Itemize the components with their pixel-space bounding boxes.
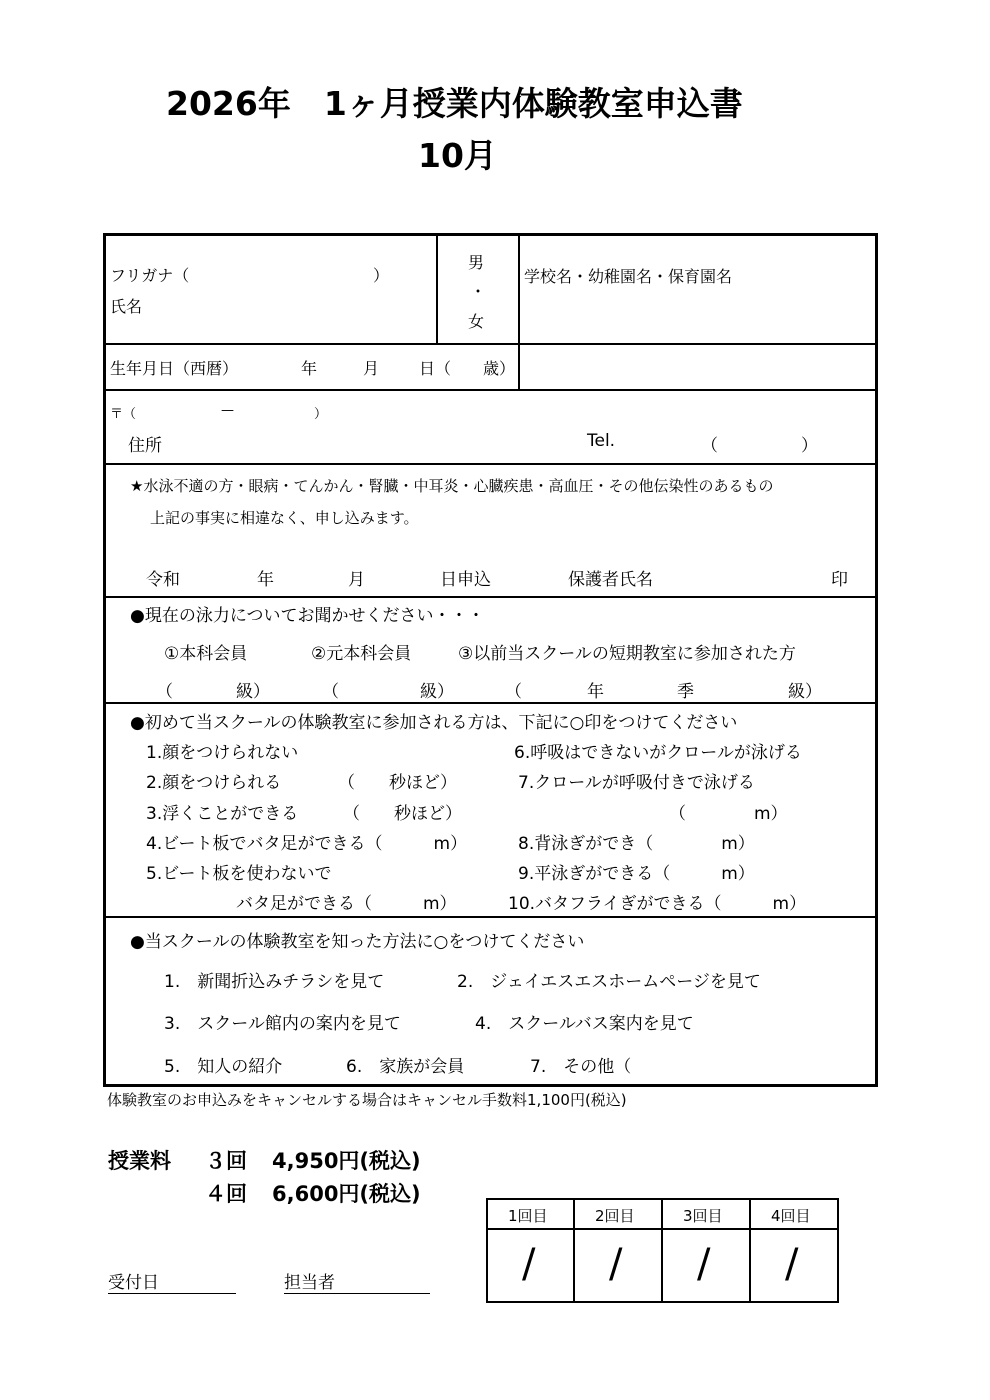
level-7-distance: （ m） — [669, 804, 788, 824]
postal-close: ） — [314, 407, 328, 422]
grade3-season: 季 — [677, 682, 694, 702]
gender-separator: ・ — [470, 282, 487, 301]
source-facility[interactable]: 3. スクール館内の案内を見て — [164, 1014, 401, 1034]
apply-month: 月 — [348, 570, 365, 590]
tel-open: （ — [701, 436, 718, 456]
furigana-close: ） — [373, 266, 390, 285]
form-month: 10月 — [418, 136, 497, 175]
level-3-seconds: （ 秒ほど） — [343, 804, 462, 824]
level-2-seconds: （ 秒ほど） — [338, 773, 457, 793]
guardian-label: 保護者氏名 — [568, 570, 653, 590]
level-9[interactable]: 9.平泳ぎができる（ m） — [518, 864, 755, 884]
gender-female[interactable]: 女 — [468, 312, 485, 331]
received-date-label: 受付日 — [108, 1273, 159, 1293]
first-time-heading: ●初めて当スクールの体験教室に参加される方は、下記に○印をつけてください — [130, 713, 738, 733]
level-3[interactable]: 3.浮くことができる — [146, 804, 299, 824]
birth-year: 年 — [301, 359, 318, 378]
source-other[interactable]: 7. その他（ — [530, 1057, 632, 1077]
address-label: 住所 — [128, 436, 162, 456]
confirm-statement: 上記の事実に相違なく、申し込みます。 — [150, 509, 419, 527]
fee-label: 授業料 — [108, 1149, 171, 1173]
grade1-open: （ — [156, 682, 173, 702]
gender-male[interactable]: 男 — [468, 253, 485, 272]
option-former-member[interactable]: ②元本科会員 — [311, 644, 412, 664]
source-heading: ●当スクールの体験教室を知った方法に○をつけてください — [130, 932, 585, 952]
level-6[interactable]: 6.呼吸はできないがクロールが泳げる — [514, 743, 802, 763]
visit-1-header: 1回目 — [508, 1207, 548, 1225]
visit-4-date[interactable]: / — [785, 1241, 799, 1287]
postal-dash: — — [221, 403, 234, 418]
visit-3-date[interactable]: / — [697, 1241, 711, 1287]
birth-age: 歳） — [483, 359, 516, 378]
level-10[interactable]: 10.バタフライぎができる（ m） — [508, 894, 807, 914]
fee-4-price: 6,600円(税込) — [272, 1182, 421, 1206]
level-2[interactable]: 2.顔をつけられる — [146, 773, 282, 793]
application-form — [103, 233, 878, 1087]
swim-ability-heading: ●現在の泳力についてお聞かせください・・・ — [130, 606, 485, 626]
level-1[interactable]: 1.顔をつけられない — [146, 743, 299, 763]
grade2-open: （ — [322, 682, 339, 702]
source-school-bus[interactable]: 4. スクールバス案内を見て — [475, 1014, 694, 1034]
grade3-open: （ — [505, 682, 522, 702]
option-current-member[interactable]: ①本科会員 — [164, 644, 248, 664]
received-date-field[interactable] — [108, 1268, 236, 1294]
level-4[interactable]: 4.ビート板でバタ足ができる（ m） — [146, 834, 468, 854]
fee-3-count: ３回 — [205, 1149, 247, 1173]
tel-close: ） — [801, 436, 818, 456]
visit-1-date[interactable]: / — [522, 1241, 536, 1287]
staff-field[interactable] — [284, 1268, 430, 1294]
cancel-note: 体験教室のお申込みをキャンセルする場合はキャンセル手数料1,100円(税込) — [107, 1091, 627, 1109]
birth-month: 月 — [363, 359, 380, 378]
fee-4-count: ４回 — [205, 1182, 247, 1206]
apply-year: 年 — [257, 570, 274, 590]
grade2-label: 級） — [420, 682, 454, 702]
level-5[interactable]: 5.ビート板を使わないで — [146, 864, 332, 884]
furigana-label: フリガナ（ — [110, 266, 190, 285]
birth-day: 日（ — [419, 359, 452, 378]
visit-2-header: 2回目 — [595, 1207, 635, 1225]
grade1-label: 級） — [236, 682, 270, 702]
grade3-label: 級） — [788, 682, 822, 702]
visit-2-date[interactable]: / — [609, 1241, 623, 1287]
era-label: 令和 — [146, 570, 180, 590]
source-friend[interactable]: 5. 知人の紹介 — [164, 1057, 283, 1077]
level-7[interactable]: 7.クロールが呼吸付きで泳げる — [518, 773, 755, 793]
form-title: 2026年 1ヶ月授業内体験教室申込書 — [166, 84, 743, 123]
health-warning: ★水泳不適の方・眼病・てんかん・腎臓・中耳炎・心臓疾患・高血圧・その他伝染性のあるもの — [130, 477, 774, 495]
school-label: 学校名・幼稚園名・保育園名 — [524, 267, 733, 286]
staff-label: 担当者 — [284, 1273, 335, 1293]
level-5-distance: バタ足ができる（ m） — [236, 894, 457, 914]
birth-label: 生年月日（西暦） — [110, 359, 239, 378]
fee-3-price: 4,950円(税込) — [272, 1149, 421, 1173]
option-short-course[interactable]: ③以前当スクールの短期教室に参加された方 — [458, 644, 796, 664]
grade3-year: 年 — [587, 682, 604, 702]
visit-3-header: 3回目 — [683, 1207, 723, 1225]
seal-label: 印 — [831, 570, 848, 590]
tel-label: Tel. — [587, 431, 616, 451]
source-family[interactable]: 6. 家族が会員 — [346, 1057, 465, 1077]
name-label: 氏名 — [110, 297, 143, 316]
source-homepage[interactable]: 2. ジェイエスエスホームページを見て — [457, 972, 761, 992]
apply-day: 日申込 — [440, 570, 491, 590]
source-newspaper[interactable]: 1. 新聞折込みチラシを見て — [164, 972, 385, 992]
postal-label: 〒（ — [110, 407, 137, 422]
level-8[interactable]: 8.背泳ぎができ（ m） — [518, 834, 755, 854]
visit-4-header: 4回目 — [771, 1207, 811, 1225]
